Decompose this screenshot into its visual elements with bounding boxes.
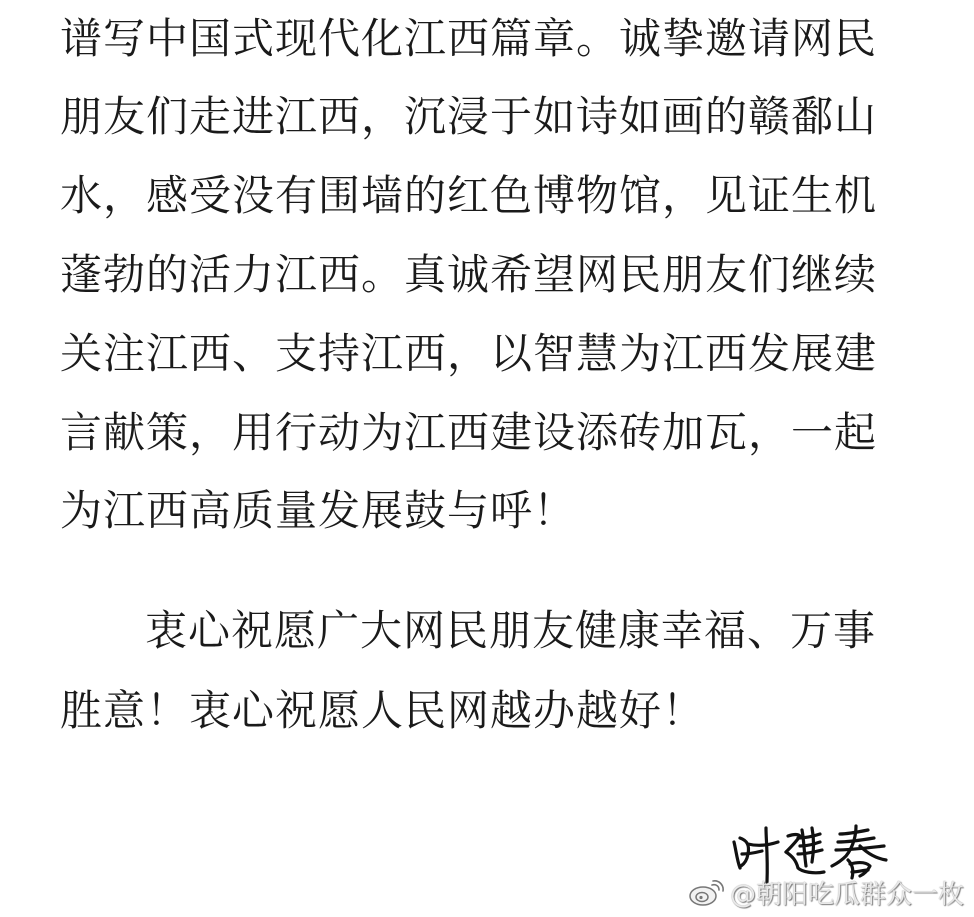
paragraph-1-line-7: 为江西高质量发展鼓与呼！ (60, 486, 577, 535)
paragraph-2-line-1: 衷心祝愿广大网民朋友健康幸福、万事 (145, 606, 877, 655)
paragraph-1-line-2: 朋友们走进江西，沉浸于如诗如画的赣鄱山 (60, 92, 878, 141)
paragraph-1-line-6: 言献策，用行动为江西建设添砖加瓦，一起 (60, 408, 878, 457)
paragraph-1-line-4: 蓬勃的活力江西。真诚希望网民朋友们继续 (60, 250, 878, 299)
paragraph-1-line-5: 关注江西、支持江西，以智慧为江西发展建 (60, 329, 878, 378)
weibo-watermark (688, 874, 964, 911)
watermark-text: @朝阳吃瓜群众一枚 (729, 880, 964, 910)
paragraph-1-line-1: 谱写中国式现代化江西篇章。诚挚邀请网民 (60, 14, 878, 63)
paragraph-1-line-3: 水，感受没有围墙的红色博物馆，见证生机 (60, 171, 878, 220)
paragraph-2-line-2: 胜意！衷心祝愿人民网越办越好！ (60, 686, 706, 735)
weibo-logo-icon (688, 879, 726, 907)
